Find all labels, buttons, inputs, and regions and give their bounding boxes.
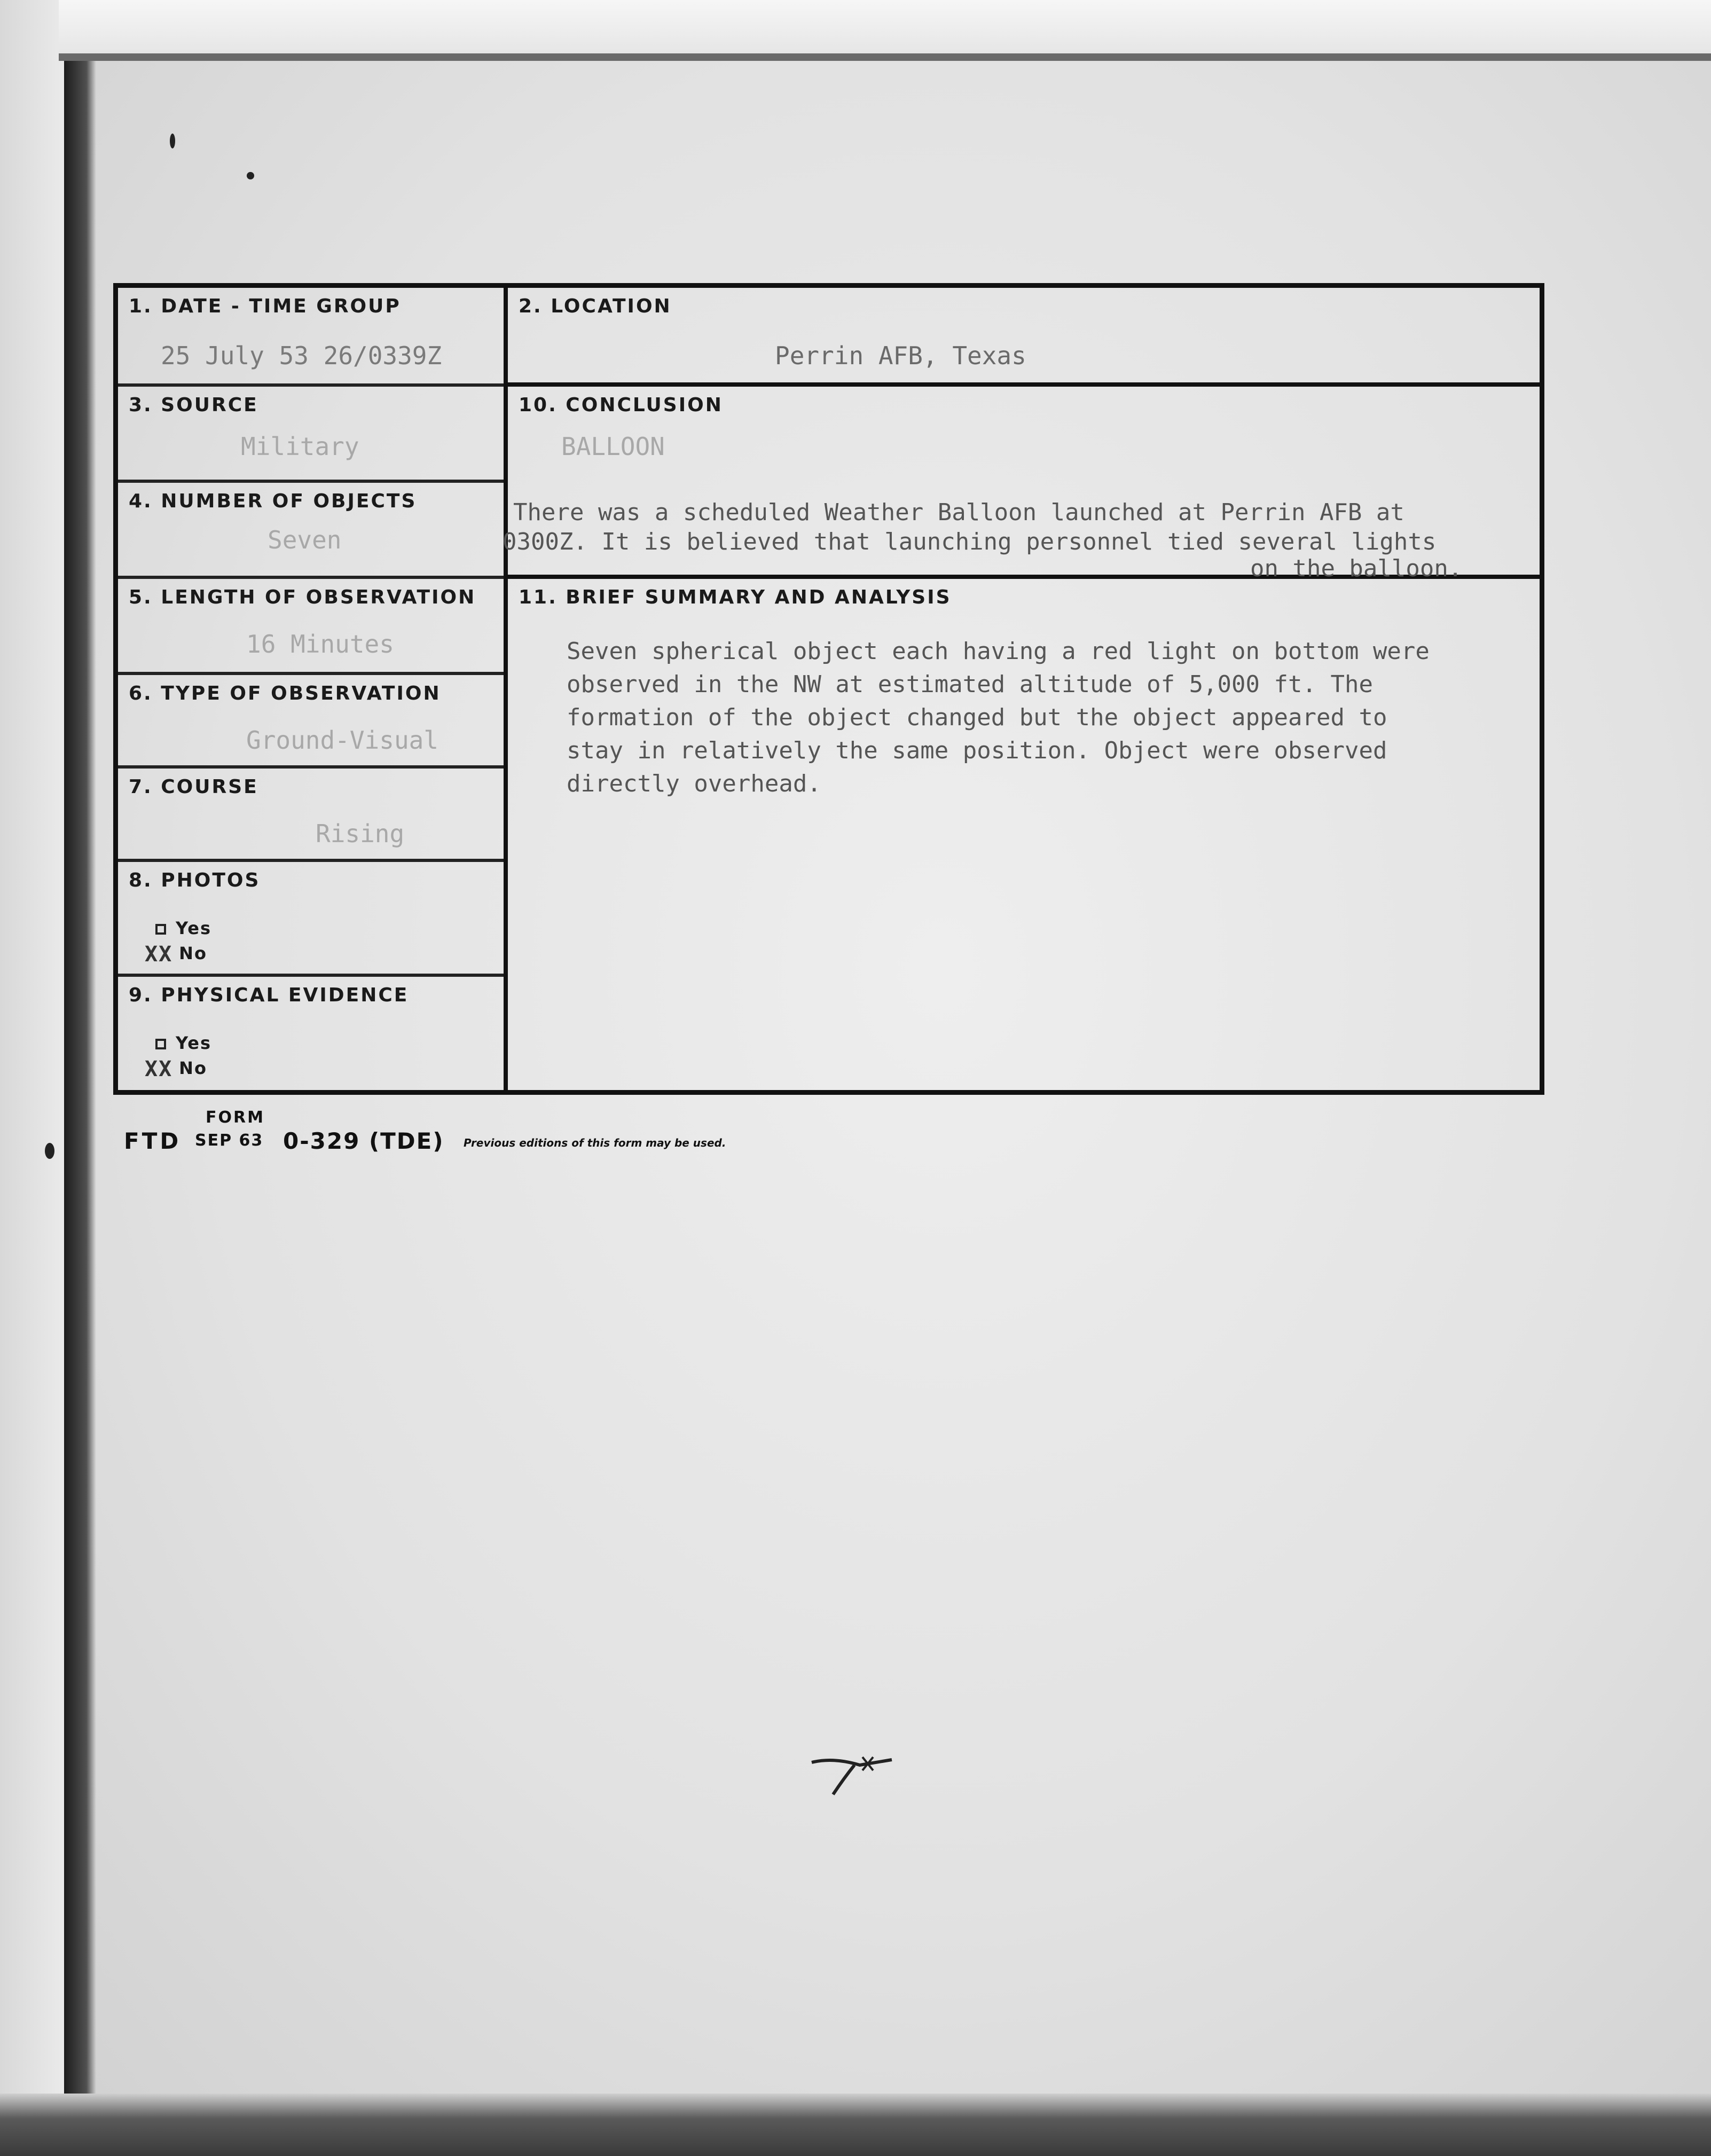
field-course: [118, 769, 504, 862]
summary-line: Seven spherical object each having a red light on bottom were: [567, 638, 1430, 665]
form-left-column: [118, 288, 508, 1090]
photos-no-option[interactable]: [145, 942, 207, 967]
form-right-column: [503, 288, 1540, 1090]
field-label: 3. SOURCE: [129, 394, 258, 416]
conclusion-note-line: on the balloon.: [1250, 555, 1463, 582]
summary-line: directly overhead.: [567, 770, 821, 797]
option-label: Yes: [176, 1033, 211, 1053]
conclusion-note-line: 0300Z. It is believed that launching personnel tied several lights: [503, 528, 1437, 555]
field-brief-summary: [508, 579, 1540, 1095]
field-value: BALLOON: [561, 432, 665, 461]
field-label: 8. PHOTOS: [129, 869, 261, 891]
conclusion-note-line: There was a scheduled Weather Balloon launched at Perrin AFB at: [513, 499, 1404, 526]
field-location: [508, 288, 1540, 387]
field-value: Military: [241, 432, 359, 461]
field-label: 9. PHYSICAL EVIDENCE: [129, 984, 409, 1006]
option-label: No: [179, 943, 207, 963]
evidence-no-option[interactable]: [145, 1057, 207, 1081]
option-label: Yes: [176, 918, 211, 938]
page-edge-top: [59, 0, 1711, 61]
field-type-of-observation: [118, 675, 504, 769]
report-form: [113, 283, 1544, 1095]
field-physical-evidence: [118, 977, 504, 1095]
checked-mark-icon: XX: [145, 1057, 173, 1081]
speck-mark: [170, 134, 175, 148]
field-label: 11. BRIEF SUMMARY AND ANALYSIS: [519, 586, 952, 608]
field-value: Rising: [316, 819, 405, 848]
checkbox-icon[interactable]: [155, 1039, 166, 1049]
summary-line: stay in relatively the same position. Object were observed: [567, 737, 1387, 764]
summary-line: formation of the object changed but the object appeared to: [567, 704, 1387, 731]
field-value: Seven: [268, 526, 342, 554]
field-label: 4. NUMBER OF OBJECTS: [129, 490, 417, 512]
handwritten-mark: [801, 1746, 908, 1800]
film-margin-left: [0, 0, 64, 2156]
footer-form-number: 0-329 (TDE): [283, 1128, 444, 1154]
field-value: 25 July 53 26/0339Z: [161, 341, 442, 370]
photos-yes-option[interactable]: [155, 918, 211, 938]
field-label: 5. LENGTH OF OBSERVATION: [129, 586, 476, 608]
page-edge-bottom: [0, 2094, 1711, 2156]
footer-ftd: FTD: [124, 1128, 182, 1154]
checked-mark-icon: XX: [145, 942, 173, 967]
field-label: 6. TYPE OF OBSERVATION: [129, 683, 441, 704]
footer-form-word: FORM: [206, 1108, 265, 1127]
footer-note: Previous editions of this form may be used.: [464, 1136, 726, 1149]
evidence-yes-option[interactable]: [155, 1033, 211, 1053]
field-source: [118, 387, 504, 483]
field-length-of-observation: [118, 579, 504, 675]
field-number-of-objects: [118, 483, 504, 579]
page-shadow-left: [64, 21, 96, 2104]
field-label: 1. DATE - TIME GROUP: [129, 295, 401, 317]
punch-mark: [45, 1143, 54, 1159]
summary-line: observed in the NW at estimated altitude of 5,000 ft. The: [567, 671, 1373, 698]
checkbox-icon[interactable]: [155, 924, 166, 935]
field-value: Perrin AFB, Texas: [775, 341, 1026, 370]
option-label: No: [179, 1058, 207, 1078]
speck-mark: [247, 172, 254, 179]
field-label: 7. COURSE: [129, 776, 258, 798]
field-photos: [118, 862, 504, 977]
field-date-time: [118, 288, 504, 387]
field-conclusion: [503, 387, 1540, 582]
field-label: 10. CONCLUSION: [519, 394, 723, 416]
footer-date: SEP 63: [195, 1131, 264, 1150]
field-value: Ground-Visual: [246, 726, 439, 755]
field-label: 2. LOCATION: [519, 295, 672, 317]
field-value: 16 Minutes: [246, 630, 394, 658]
